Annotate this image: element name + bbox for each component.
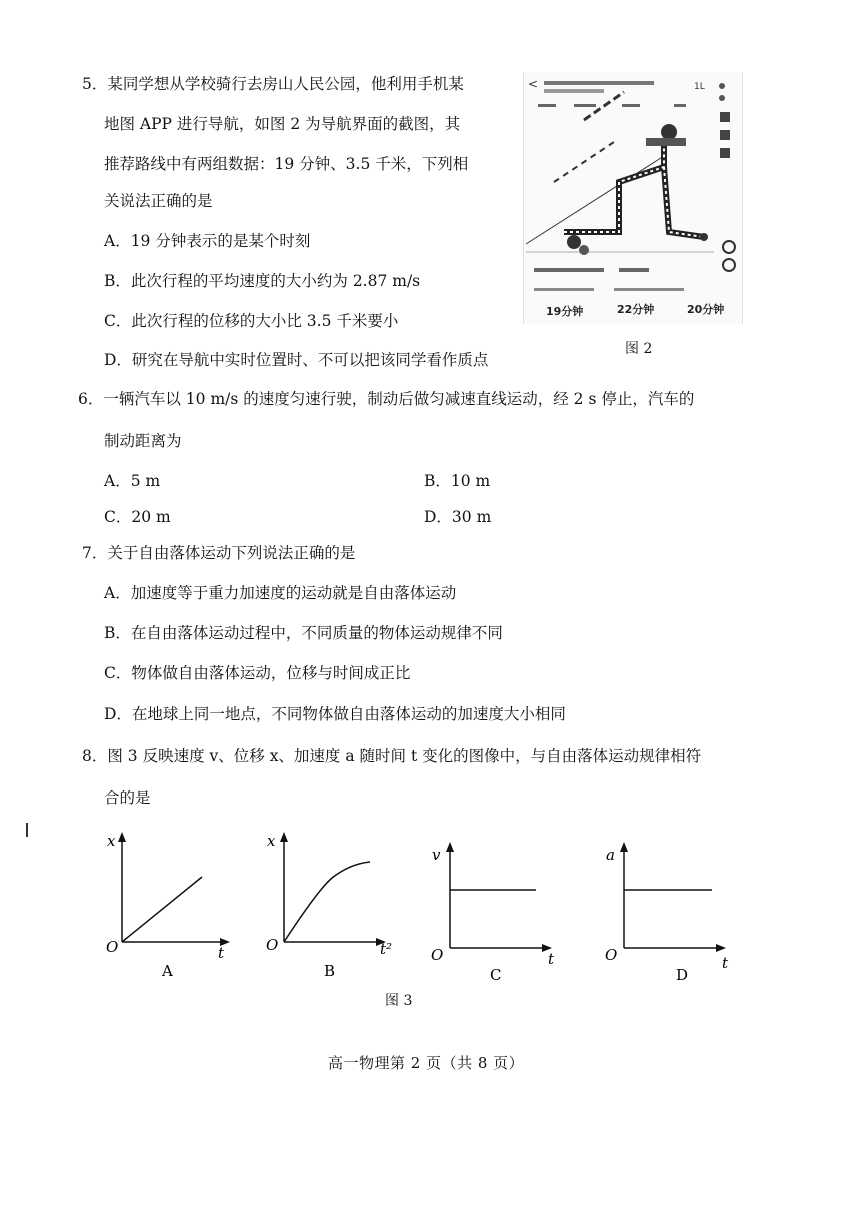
- graph-a-id: A: [162, 962, 173, 980]
- graph-c-y-arrow: [446, 842, 454, 852]
- q6-option-b: B．10 m: [424, 472, 491, 490]
- graph-c: [428, 840, 568, 994]
- graph-d-x-arrow: [716, 944, 726, 952]
- graph-a-y-arrow: [118, 832, 126, 842]
- graph-b-curve: [284, 862, 370, 942]
- graph-a: [100, 830, 240, 994]
- graph-b: [262, 830, 402, 994]
- graph-d-origin: O: [605, 946, 618, 964]
- graph-b-y-arrow: [280, 832, 288, 842]
- figure-3-caption: 图 3: [385, 993, 413, 1009]
- q5-line-2: 地图 APP 进行导航，如图 2 为导航界面的截图，其: [104, 115, 461, 133]
- q7-option-b: B．在自由落体运动过程中，不同质量的物体运动规律不同: [104, 624, 503, 642]
- figure-2-caption: 图 2: [625, 341, 653, 357]
- map-duration-2: 22分钟: [617, 303, 655, 316]
- map-screenshot-figure: [523, 72, 743, 324]
- graph-d-y-label: a: [606, 846, 615, 864]
- q7-option-a: A．加速度等于重力加速度的运动就是自由落体运动: [104, 584, 457, 602]
- q6-line-1: 6．一辆汽车以 10 m/s 的速度匀速行驶，制动后做匀减速直线运动，经 2 s 停止，汽车的: [78, 390, 695, 408]
- graph-b-origin: O: [266, 936, 279, 954]
- graph-c-x-label: t: [548, 950, 555, 968]
- q5-option-c: C．此次行程的位移的大小比 3.5 千米要小: [104, 312, 399, 330]
- graph-a-x-label: t: [218, 944, 225, 962]
- graph-c-origin: O: [431, 946, 444, 964]
- q8-line-1: 8．图 3 反映速度 v、位移 x、加速度 a 随时间 t 变化的图像中，与自由落体运动规律相符: [82, 747, 702, 765]
- graph-d-y-arrow: [620, 842, 628, 852]
- q8-line-2: 合的是: [104, 789, 151, 807]
- graph-b-y-label: x: [267, 832, 276, 850]
- q6-option-a: A．5 m: [104, 472, 161, 490]
- q5-option-d: D．研究在导航中实时位置时、不可以把该同学看作质点: [104, 351, 489, 369]
- q5-line-4: 关说法正确的是: [104, 192, 213, 210]
- q5-option-b: B．此次行程的平均速度的大小约为 2.87 m/s: [104, 272, 421, 290]
- scan-mark: [26, 823, 28, 837]
- q7-option-c: C．物体做自由落体运动，位移与时间成正比: [104, 664, 411, 682]
- q7-option-d: D．在地球上同一地点，不同物体做自由落体运动的加速度大小相同: [104, 705, 566, 723]
- page-footer: 高一物理第 2 页（共 8 页）: [328, 1054, 525, 1072]
- q6-line-2: 制动距离为: [104, 432, 182, 450]
- svg-text:1L: 1L: [694, 82, 705, 92]
- graph-d-id: D: [676, 966, 689, 984]
- graph-a-origin: O: [106, 938, 119, 956]
- q6-option-c: C．20 m: [104, 508, 171, 526]
- graph-b-x-label: t²: [380, 940, 393, 958]
- graph-c-y-label: v: [432, 846, 441, 864]
- graph-a-y-label: x: [107, 832, 116, 850]
- graph-a-line: [122, 877, 202, 942]
- graph-d: [602, 840, 742, 994]
- svg-text:<: <: [528, 77, 539, 91]
- graph-c-id: C: [490, 966, 502, 984]
- graph-b-id: B: [324, 962, 336, 980]
- graph-d-x-label: t: [722, 954, 729, 972]
- map-duration-1: 19分钟: [546, 305, 584, 318]
- q5-option-a: A．19 分钟表示的是某个时刻: [104, 232, 311, 250]
- map-illustration: [524, 72, 742, 324]
- map-duration-3: 20分钟: [687, 303, 725, 316]
- q5-line-1: 5．某同学想从学校骑行去房山人民公园，他利用手机某: [82, 75, 464, 93]
- q7-stem: 7．关于自由落体运动下列说法正确的是: [82, 544, 356, 562]
- q6-option-d: D．30 m: [424, 508, 492, 526]
- q5-line-3: 推荐路线中有两组数据：19 分钟、3.5 千米，下列相: [104, 155, 469, 173]
